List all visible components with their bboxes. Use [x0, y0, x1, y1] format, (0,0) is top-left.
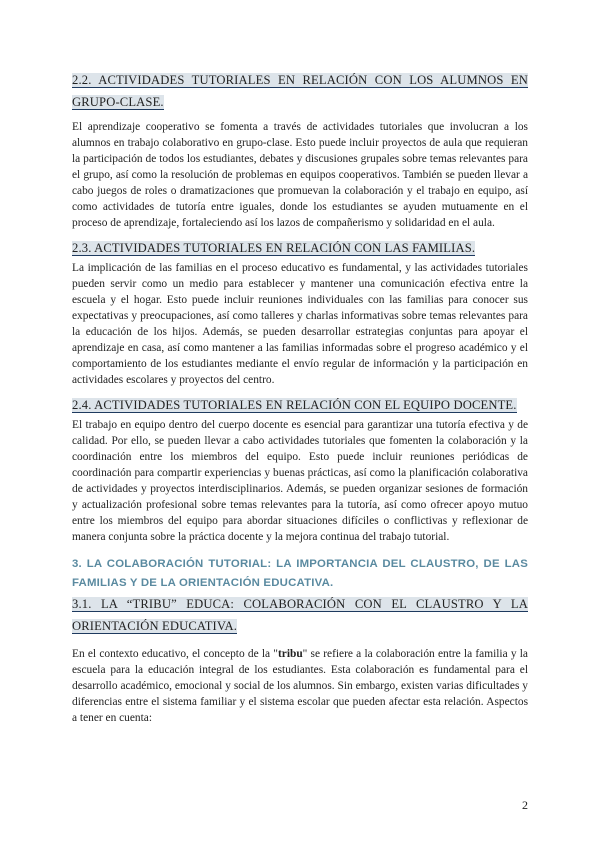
heading-2-2 — [72, 70, 528, 90]
document-page — [72, 66, 528, 726]
heading-3-1-cont — [72, 616, 528, 636]
heading-2-3-text: 2.3. ACTIVIDADES TUTORIALES EN RELACIÓN CON LAS FAMILIAS. — [72, 241, 476, 255]
heading-3: 3. LA COLABORACIÓN TUTORIAL: LA IMPORTANCIA DEL CLAUSTRO, DE LAS FAMILIAS Y DE LA ORIENTACIÓN EDUCATIVA. — [72, 558, 528, 589]
heading-3-1-line2: ORIENTACIÓN EDUCATIVA. — [72, 619, 238, 633]
heading-3-1-line1: 3.1. LA “TRIBU” EDUCA: COLABORACIÓN CON EL CLAUSTRO Y LA — [72, 597, 528, 611]
paragraph-2-4: El trabajo en equipo dentro del cuerpo docente es esencial para garantizar una tutoría efectiva y de calidad. Por ello, se pueden llevar a cabo actividades tutoriales que fomenten la colaboración y la coordinación entre los miembros del equipo. Esto puede incluir reuniones periódicas de coordinación para compartir experiencias y buenas prácticas, así como la planificación colaborativa de actividades y proyectos interdisciplinarios. Además, se pueden organizar sesiones de formación y actualización profesional sobre temas relevantes para la tutoría, así como ofrecer apoyo mutuo entre los miembros del equipo para abordar situaciones difíciles o conflictivas y reflexionar de manera conjunta sobre la práctica docente y la mejora continua del trabajo tutorial. — [72, 419, 528, 543]
paragraph-2-3: La implicación de las familias en el proceso educativo es fundamental, y las actividades tutoriales pueden servir como un medio para establecer y mantener una comunicación efectiva entre la escuela y el hogar. Esto puede incluir reuniones individuales con las familias para conocer sus expectativas y preocupaciones, así como talleres y charlas informativas sobre temas relevantes para la educación de los hijos. Además, se pueden desarrollar estrategias conjuntas para apoyar el aprendizaje en casa, así como mantener a las familias informadas sobre el progreso académico y el comportamiento de los estudiantes mediante el envío regular de información y la participación en actividades escolares y proyectos del centro. — [72, 262, 528, 386]
paragraph-2-2: El aprendizaje cooperativo se fomenta a través de actividades tutoriales que involucran a los alumnos en trabajo colaborativo en grupo-clase. Esto puede incluir proyectos de aula que requieran la participación de todos los estudiantes, debates y discusiones grupales sobre temas relevantes para el grupo, así como la resolución de problemas en equipos cooperativos. También se pueden llevar a cabo juegos de roles o dramatizaciones que promuevan la colaboración y el trabajo en equipo, así como actividades de tutoría entre iguales, donde los estudiantes se ayuden mutuamente en el proceso de aprendizaje, fortaleciendo así los lazos de compañerismo y solidaridad en el aula. — [72, 121, 528, 229]
heading-2-2-line1: 2.2. ACTIVIDADES TUTORIALES EN RELACIÓN CON LOS ALUMNOS EN — [72, 73, 528, 87]
tribu-emphasis: tribu — [277, 648, 303, 660]
heading-2-3 — [72, 238, 528, 258]
paragraph-3-1-before: En el contexto educativo, el concepto de la " — [72, 648, 278, 660]
heading-2-2-line2: GRUPO-CLASE. — [72, 95, 164, 109]
heading-3-1 — [72, 594, 528, 614]
page-number: 2 — [522, 798, 528, 812]
heading-2-4 — [72, 395, 528, 415]
paragraph-3-1 — [72, 646, 528, 726]
paragraph-3-1-after: " se refiere a la colaboración entre la familia y la escuela para la educación integral de los estudiantes. Esta colaboración es fundamental para el desarrollo académico, emocional y social de los alumnos. Sin embargo, existen varias dificultades y diferencias entre el sistema familiar y el sistema escolar que pueden afectar esta relación. Aspectos a tener en cuenta: — [72, 648, 528, 724]
heading-2-2-cont — [72, 92, 528, 112]
heading-2-4-text: 2.4. ACTIVIDADES TUTORIALES EN RELACIÓN CON EL EQUIPO DOCENTE. — [72, 398, 517, 412]
